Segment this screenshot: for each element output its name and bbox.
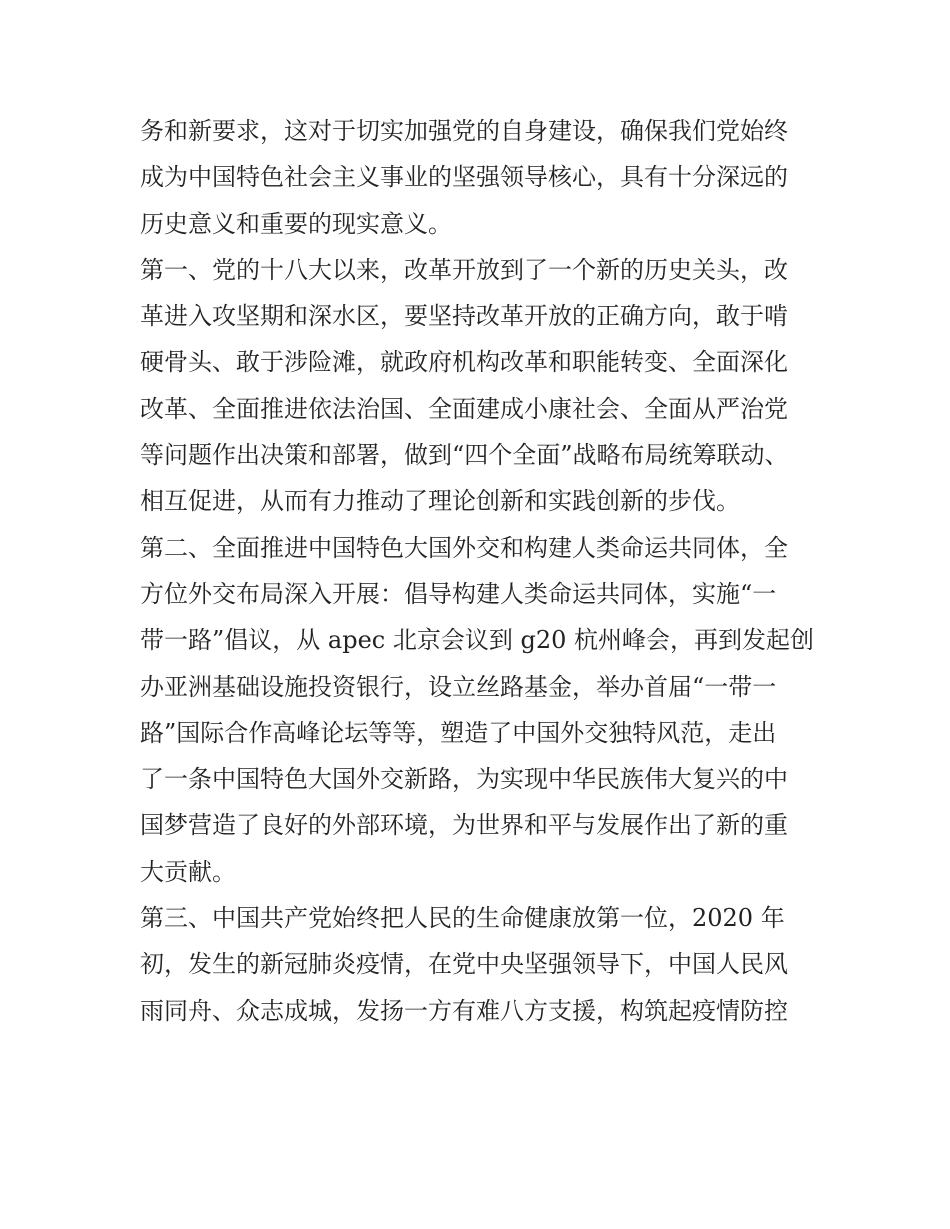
text-line: 初，发生的新冠肺炎疫情，在党中央坚强领导下，中国人民风 [140,950,788,979]
text-line: 国梦营造了良好的外部环境，为世界和平与发展作出了新的重 [140,811,788,840]
text-line: 第二、全面推进中国特色大国外交和构建人类命运共同体，全 [140,533,788,562]
text-line: 雨同舟、众志成城，发扬一方有难八方支援，构筑起疫情防控 [140,996,788,1025]
text-line: 成为中国特色社会主义事业的坚强领导核心，具有十分深远的 [140,163,788,192]
text-line: 相互促进，从而有力推动了理论创新和实践创新的步伐。 [140,487,740,516]
text-line: 历史意义和重要的现实意义。 [140,209,452,238]
text-line: 办亚洲基础设施投资银行，设立丝路基金，举办首届“一带一 [140,672,777,701]
text-line: 了一条中国特色大国外交新路，为实现中华民族伟大复兴的中 [140,765,788,794]
text-line: 方位外交布局深入开展：倡导构建人类命运共同体，实施“一 [140,579,777,608]
text-line: 硬骨头、敢于涉险滩，就政府机构改革和职能转变、全面深化 [140,348,788,377]
text-line: 大贡献。 [140,857,236,886]
text-line: 等问题作出决策和部署，做到“四个全面”战略布局统筹联动、 [140,441,789,470]
text-line: 第三、中国共产党始终把人民的生命健康放第一位，2020 年 [140,904,785,933]
text-line: 务和新要求，这对于切实加强党的自身建设，确保我们党始终 [140,117,788,145]
text-line: 改革、全面推进依法治国、全面建成小康社会、全面从严治党 [140,394,788,423]
body-text [140,108,820,1034]
text-line: 革进入攻坚期和深水区，要坚持改革开放的正确方向，敢于啃 [140,302,788,331]
text-line: 路”国际合作高峰论坛等等，塑造了中国外交独特风范，走出 [140,718,777,747]
text-line: 带一路”倡议，从 apec 北京会议到 g20 杭州峰会，再到发起创 [140,626,815,655]
text-line: 第一、党的十八大以来，改革开放到了一个新的历史关头，改 [140,255,788,284]
